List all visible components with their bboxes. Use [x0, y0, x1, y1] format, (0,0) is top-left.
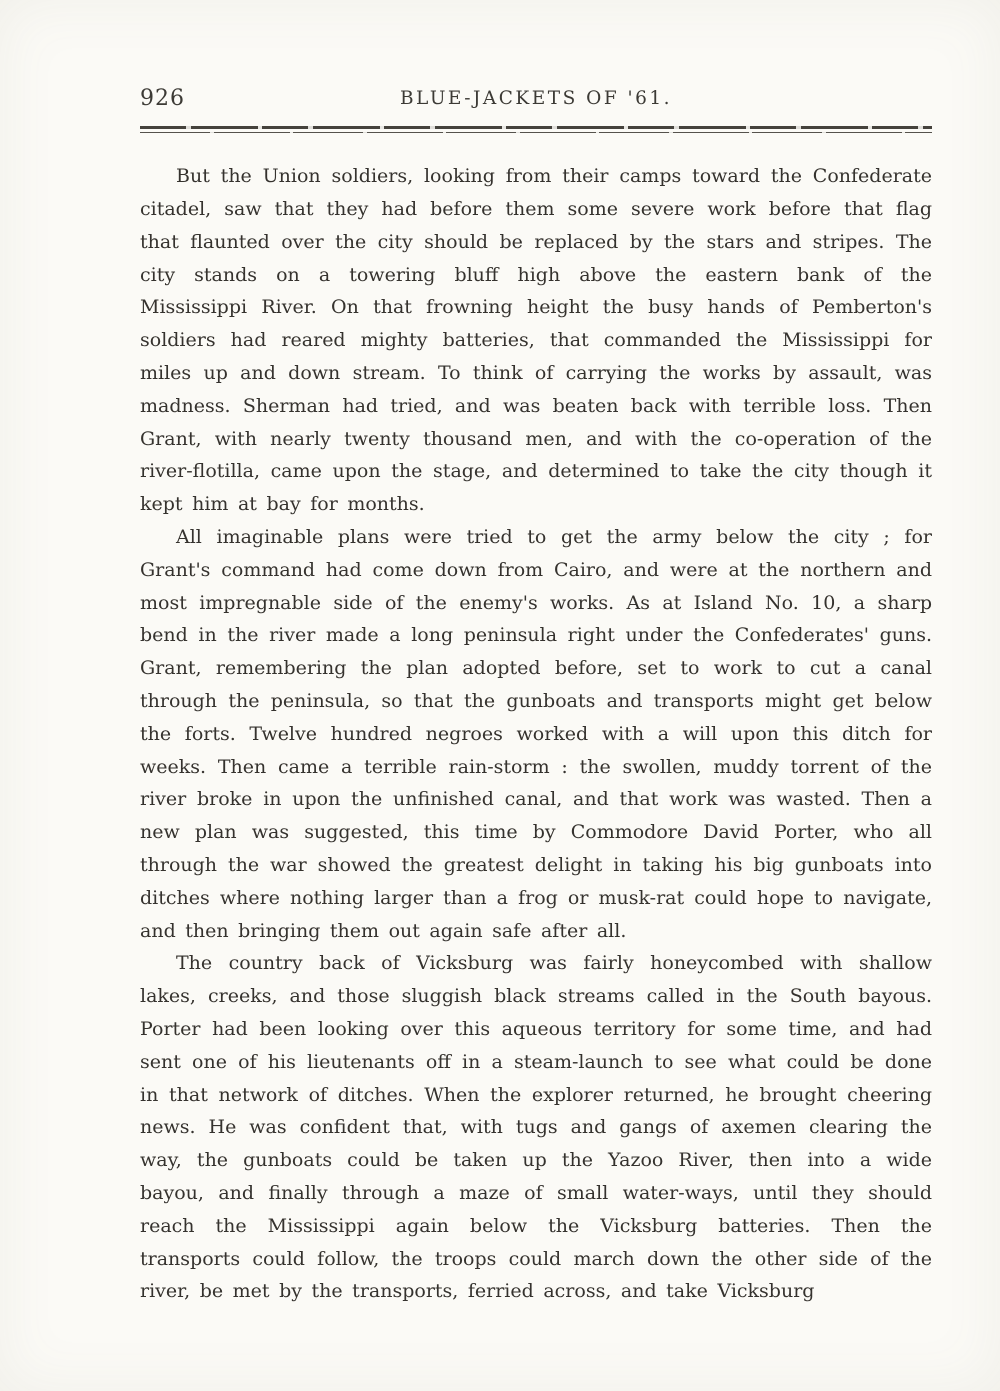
page-number: 926 — [140, 86, 185, 111]
header-divider — [140, 126, 932, 133]
paragraph: The country back of Vicksburg was fairly honeycombed with shallow lakes, creeks, and those sluggish black streams called in the South bayous. Porter had been looking over this aqueous territory for some time, and had sent one of his lieutenants off in a steam-launch to see what could be done in that network of ditches. When the explorer returned, he brought cheering news. He was confident that, with tugs and gangs of axemen clearing the way, the gunboats could be taken up the Yazoo River, then into a wide bayou, and finally through a maze of small water-ways, until they should reach the Mississippi again below the Vicksburg batteries. Then the transports could follow, the troops could march down the other side of the river, be met by the transports, ferried across, and take Vicksburg — [140, 952, 932, 1303]
page-body-text — [140, 160, 932, 1308]
divider-rule-thick — [140, 126, 932, 129]
divider-rule-thin — [140, 132, 932, 133]
paragraph: All imaginable plans were tried to get the army below the city ; for Grant's command had come down from Cairo, and were at the northern and most impregnable side of the enemy's works. As at Island No. 10, a sharp bend in the river made a long peninsula right under the Confederates' guns. Grant, remembering the plan adopted before, set to work to cut a canal through the peninsula, so that the gunboats and transports might get below the forts. Twelve hundred negroes worked with a will upon this ditch for weeks. Then came a terrible rain-storm : the swollen, muddy torrent of the river broke in upon the unfinished canal, and that work was wasted. Then a new plan was suggested, this time by Commodore David Porter, who all through the war showed the greatest delight in taking his big gunboats into ditches where nothing larger than a frog or musk-rat could hope to navigate, and then bringing them out again safe after all. — [140, 526, 932, 942]
running-header — [140, 86, 932, 120]
book-title-header: BLUE-JACKETS OF '61. — [399, 88, 673, 109]
paragraph: But the Union soldiers, looking from their camps toward the Confederate citadel, saw that they had before them some severe work before that flag that flaunted over the city should be replaced by the stars and stripes. The city stands on a towering bluff high above the eastern bank of the Mississippi River. On that frowning height the busy hands of Pemberton's soldiers had reared mighty batteries, that commanded the Mississippi for miles up and down stream. To think of carrying the works by assault, was madness. Sherman had tried, and was beaten back with terrible loss. Then Grant, with nearly twenty thousand men, and with the co-operation of the river-flotilla, came upon the stage, and determined to take the city though it kept him at bay for months. — [140, 165, 932, 516]
content-column — [140, 86, 932, 1308]
